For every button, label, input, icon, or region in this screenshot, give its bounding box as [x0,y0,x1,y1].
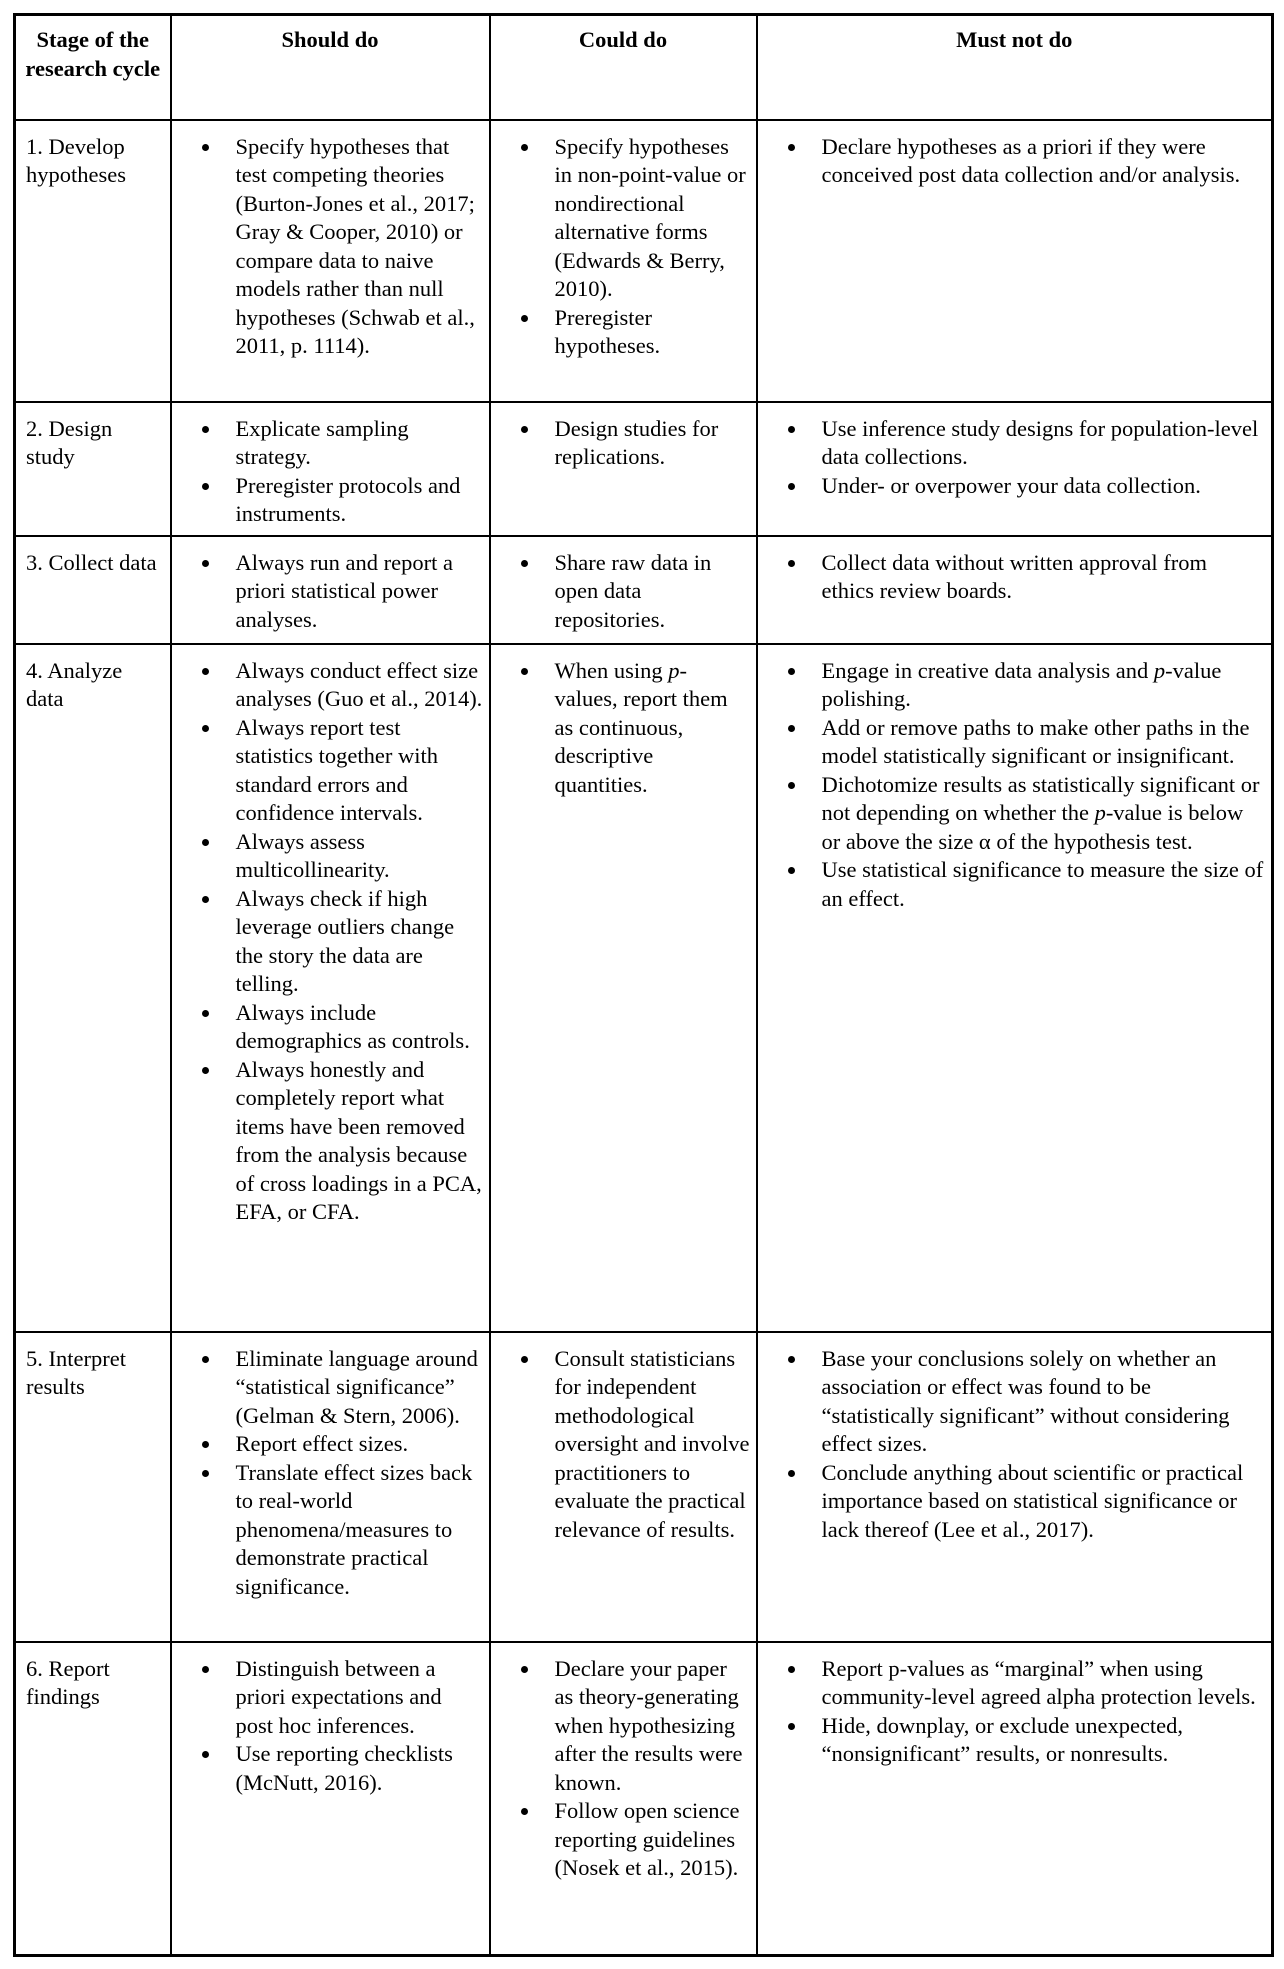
list-item [178,999,483,1056]
must-not-do-cell [757,1642,1273,1956]
item-text: Base your conclusions solely on whether an association or effect was found to be “statistically significant” without considering effect sizes. [821,1345,1230,1456]
item-text: Report p-values as “marginal” when using community-level agreed alpha protection levels. [821,1655,1256,1709]
stage-cell: 6. Report findings [15,1642,171,1956]
list-item [178,828,483,885]
list-item [764,415,1266,472]
could-do-cell [490,536,757,644]
bullet-icon [202,1067,209,1074]
item-text: Use inference study designs for population-level data collections. [821,415,1259,469]
bullet-icon [788,668,795,675]
list-item [764,771,1266,857]
bullet-icon [788,1470,795,1477]
item-text: Use statistical significance to measure the size of an effect. [821,857,1264,911]
item-text: Declare your paper as theory-generating when hypothesizing after the results were known. [554,1655,743,1795]
item-text: Under- or overpower your data collection. [821,472,1201,498]
list-item [497,304,750,361]
bullet-icon [202,668,209,675]
bullet-icon [202,1010,209,1017]
should-do-cell [171,644,490,1332]
must-not-do-cell [757,536,1273,644]
item-text: Always assess multicollinearity. [235,828,390,882]
should-do-cell [171,120,490,402]
list-item [764,549,1266,606]
stage-cell: 3. Collect data [15,536,171,644]
header-stage: Stage of the research cycle [15,15,171,120]
bullet-icon [202,426,209,433]
list-item [497,133,750,304]
stage-cell: 5. Interpret results [15,1332,171,1642]
item-text: Engage in creative data analysis and p-value polishing. [821,657,1222,711]
list-item [178,657,483,714]
bullet-icon [788,1356,795,1363]
list-item [764,1712,1266,1769]
bullet-icon [202,483,209,490]
bullet-icon [202,1356,209,1363]
list-item [178,1740,483,1797]
bullet-icon [521,315,528,322]
could-do-cell [490,1642,757,1956]
list-item [178,1056,483,1227]
table-row [15,1642,1273,1956]
item-text: When using p-values, report them as continuous, descriptive quantities. [554,657,728,797]
list-item [497,1655,750,1798]
item-text: Consult statisticians for independent methodological oversight and involve practitioners to evaluate the practical relevance of results. [554,1345,750,1542]
guidelines-table [13,13,1274,1957]
list-item [764,133,1266,190]
stage-cell: 2. Design study [15,402,171,536]
header-row [15,15,1273,120]
list-item [764,657,1266,714]
bullet-icon [788,426,795,433]
item-text: Specify hypotheses that test competing theories (Burton-Jones et al., 2017; Gray & Cooper, 2010) or compare data to naive models rather than null hypotheses (Schwab et al., 2011, p. 1114). [235,133,475,358]
bullet-icon [202,896,209,903]
list-item [497,549,750,635]
item-text: Specify hypotheses in non-point-value or nondirectional alternative forms (Edwards & Berry, 2010). [554,133,746,301]
bullet-icon [788,1723,795,1730]
bullet-icon [202,1666,209,1673]
list-item [178,1459,483,1602]
item-text: Declare hypotheses as a priori if they were conceived post data collection and/or analysis. [821,133,1241,187]
header-could-do: Could do [490,15,757,120]
item-text: Follow open science reporting guidelines (Nosek et al., 2015). [554,1798,740,1880]
table-row [15,536,1273,644]
list-item [178,885,483,999]
list-item [764,856,1266,913]
must-not-do-cell [757,402,1273,536]
item-text: Hide, downplay, or exclude unexpected, “nonsignificant” results, or nonresults. [821,1712,1184,1766]
must-not-do-cell [757,120,1273,402]
could-do-cell [490,402,757,536]
bullet-icon [202,725,209,732]
list-item [178,472,483,529]
bullet-icon [521,1356,528,1363]
header-should-do: Should do [171,15,490,120]
bullet-icon [521,144,528,151]
list-item [178,1345,483,1431]
list-item [178,1430,483,1459]
stage-cell: 4. Analyze data [15,644,171,1332]
bullet-icon [202,1751,209,1758]
item-text: Always run and report a priori statistical power analyses. [235,549,453,632]
list-item [497,1345,750,1545]
list-item [178,549,483,635]
item-text: Always include demographics as controls. [235,999,470,1053]
item-text: Use reporting checklists (McNutt, 2016). [235,1741,453,1795]
item-text: Explicate sampling strategy. [235,415,409,469]
item-text: Dichotomize results as statistically significant or not depending on whether the p-value is below or above the size α of the hypothesis test. [821,771,1260,854]
bullet-icon [202,839,209,846]
table-row [15,644,1273,1332]
item-text: Preregister hypotheses. [554,304,661,358]
list-item [497,657,750,800]
list-item [178,1655,483,1741]
bullet-icon [788,782,795,789]
item-text: Always honestly and completely report what items have been removed from the analysis because of cross loadings in a PCA, EFA, or CFA. [235,1056,482,1224]
list-item [764,472,1266,501]
bullet-icon [202,560,209,567]
list-item [497,1797,750,1883]
item-text: Conclude anything about scientific or practical importance based on statistical significance or lack thereof (Lee et al., 2017). [821,1459,1244,1542]
table-row [15,402,1273,536]
list-item [764,1459,1266,1545]
bullet-icon [788,560,795,567]
item-text: Preregister protocols and instruments. [235,472,461,526]
item-text: Always check if high leverage outliers change the story the data are telling. [235,885,455,996]
item-text: Design studies for replications. [554,415,719,469]
bullet-icon [788,725,795,732]
header-must-not-do: Must not do [757,15,1273,120]
list-item [178,133,483,361]
bullet-icon [521,1808,528,1815]
list-item [764,714,1266,771]
bullet-icon [521,1666,528,1673]
bullet-icon [788,483,795,490]
table-row [15,1332,1273,1642]
could-do-cell [490,120,757,402]
should-do-cell [171,536,490,644]
list-item [178,714,483,828]
item-text: Distinguish between a priori expectations and post hoc inferences. [235,1655,442,1738]
list-item [178,415,483,472]
bullet-icon [521,668,528,675]
item-text: Translate effect sizes back to real-world phenomena/measures to demonstrate practical significance. [235,1459,473,1599]
item-text: Eliminate language around “statistical significance” (Gelman & Stern, 2006). [235,1345,478,1428]
must-not-do-cell [757,644,1273,1332]
stage-cell: 1. Develop hypotheses [15,120,171,402]
list-item [764,1345,1266,1459]
could-do-cell [490,1332,757,1642]
table-row [15,120,1273,402]
item-text: Collect data without written approval from ethics review boards. [821,549,1208,603]
must-not-do-cell [757,1332,1273,1642]
bullet-icon [202,144,209,151]
item-text: Always report test statistics together with standard errors and confidence intervals. [235,714,438,825]
list-item [764,1655,1266,1712]
bullet-icon [202,1441,209,1448]
item-text: Report effect sizes. [235,1431,409,1456]
item-text: Always conduct effect size analyses (Guo et al., 2014). [235,657,483,711]
bullet-icon [788,1666,795,1673]
should-do-cell [171,1642,490,1956]
item-text: Add or remove paths to make other paths in the model statistically significant or insignificant. [821,714,1250,768]
item-text: Share raw data in open data repositories. [554,549,712,632]
should-do-cell [171,1332,490,1642]
bullet-icon [521,560,528,567]
bullet-icon [788,144,795,151]
could-do-cell [490,644,757,1332]
bullet-icon [202,1470,209,1477]
should-do-cell [171,402,490,536]
list-item [497,415,750,472]
bullet-icon [788,867,795,874]
bullet-icon [521,426,528,433]
